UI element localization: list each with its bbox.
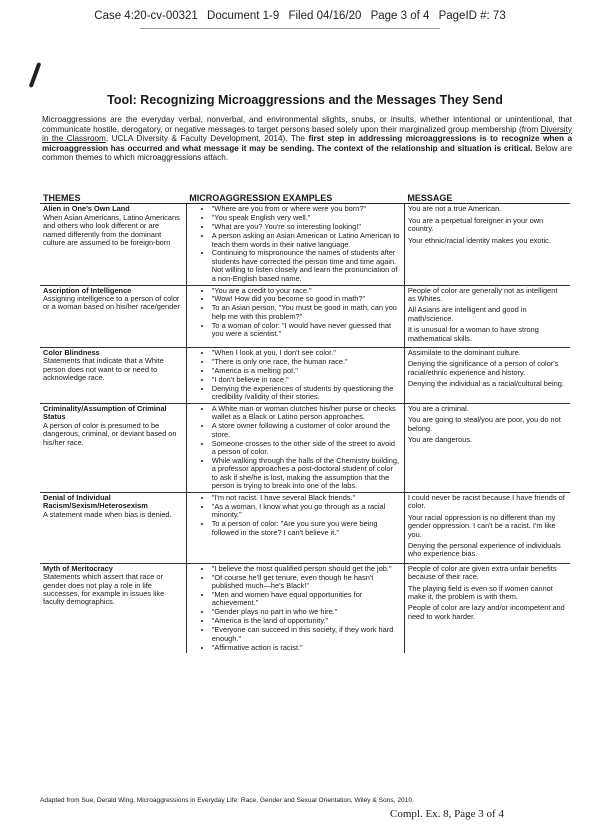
message-text: I could never be racist because I have friends of color. xyxy=(407,493,565,511)
message-cell xyxy=(404,403,570,492)
example-item: • "Wow! How did you become so good in math?" xyxy=(212,295,401,303)
theme-cell xyxy=(40,493,186,564)
page-number: Page 3 of 4 xyxy=(370,10,430,22)
example-item: • "Where are you from or where were you born?" xyxy=(212,205,401,213)
document-title: Tool: Recognizing Microaggressions and the Messages They Send xyxy=(107,93,503,107)
example-item: • "Of course he'll get tenure, even though he hasn't published much—he's Black!" xyxy=(212,574,401,591)
table-body xyxy=(40,204,570,654)
examples-list xyxy=(190,494,401,537)
message-text: You are a perpetual foreigner in your own country. xyxy=(407,215,544,234)
message-text: All Asians are intelligent and good in math/science. xyxy=(407,305,527,323)
example-item: • "Gender plays no part in who we hire." xyxy=(212,608,401,616)
example-item: • A White man or woman clutches his/her purse or checks wallet as a Black or Latino person approaches. xyxy=(212,405,401,422)
theme-cell xyxy=(40,348,186,404)
message-text: You are dangerous. xyxy=(407,435,473,445)
table-row xyxy=(40,403,570,492)
table-row xyxy=(40,493,570,564)
theme-title: Color Blindness xyxy=(43,348,100,357)
examples-cell xyxy=(186,563,404,653)
message-cell xyxy=(404,563,570,653)
message-cell xyxy=(404,493,570,564)
examples-cell xyxy=(186,493,404,564)
examples-cell xyxy=(186,285,404,347)
message-text: The playing field is even so if women cannot make it, the problem is with them. xyxy=(407,583,553,602)
message-text: Denying the significance of a person of color's racial/ethnic experience and history. xyxy=(407,359,559,377)
example-item: • Denying the experiences of students by questioning the credibility /validity of their stories. xyxy=(212,385,401,402)
message-text: People of color are given extra unfair benefits because of their race. xyxy=(407,563,557,582)
example-item: • "You are a credit to your race." xyxy=(212,287,401,295)
example-item: • Continuing to mispronounce the names of students after students have corrected the person time and time again. Not willing to listen closely and learn the pronunciation of a non-English based name. xyxy=(212,249,401,283)
intro-text-1: Microaggressions are the everyday verbal, nonverbal, and environmental slights, snubs, or insults, whether intentional or unintentional, that communicate hostile, derogatory, or negative messages to target persons based solely upon their marginalized group membership (from xyxy=(42,115,572,134)
court-header xyxy=(0,10,600,22)
message-text: People of color are generally not as intelligent as Whites. xyxy=(407,285,558,303)
example-item: • While walking through the halls of the Chemistry building, a professor approaches a post-doctoral student of color to ask if she/he is lost, making the assumption that the person is trying to break into one of the labs. xyxy=(212,457,401,491)
intro-text-2: , UCLA Diversity & Faculty Development, 2014). The xyxy=(105,134,309,144)
exhibit-label: Compl. Ex. 8, Page 3 of 4 xyxy=(390,808,504,820)
message-text: You are a criminal. xyxy=(407,403,469,413)
theme-description: Assigning intelligence to a person of color or a woman based on his/her race/gender xyxy=(43,293,180,312)
theme-title: Denial of Individual Racism/Sexism/Heterosexism xyxy=(43,493,148,511)
source-reference: Diversity in the Classroom xyxy=(42,124,572,144)
theme-title: Alien in One's Own Land xyxy=(43,204,130,214)
theme-title: Ascription of Intelligence xyxy=(43,285,132,295)
example-item: • To a person of color: "Are you sure you were being followed in the store? I can't believe it." xyxy=(212,520,401,537)
table-row xyxy=(40,285,570,347)
message-text: Denying the individual as a racial/cultural being. xyxy=(407,379,564,389)
intro-paragraph xyxy=(42,115,572,163)
table-row xyxy=(40,348,570,404)
theme-description: When Asian Americans, Latino Americans and others who look different or are named differently from the dominant culture are assumed to be foreign-born xyxy=(43,212,180,248)
message-text: Your ethnic/racial identity makes you exotic. xyxy=(407,235,551,245)
examples-cell xyxy=(186,348,404,404)
example-item: • "I'm not racist. I have several Black friends." xyxy=(212,494,401,502)
theme-description: A statement made when bias is denied. xyxy=(43,509,172,519)
example-item: • "You speak English very well." xyxy=(212,214,401,222)
column-header-themes: THEMES xyxy=(40,192,186,204)
example-item: • "As a woman, I know what you go through as a racial minority." xyxy=(212,503,401,520)
examples-cell xyxy=(186,403,404,492)
example-item: • "There is only one race, the human race." xyxy=(212,358,401,366)
examples-list xyxy=(190,287,401,339)
theme-cell xyxy=(40,403,186,492)
example-item: • "When I look at you, I don't see color." xyxy=(212,349,401,357)
message-text: You are not a true American. xyxy=(407,204,502,214)
message-text: It is unusual for a woman to have strong mathematical skills. xyxy=(407,325,539,343)
document-number: Document 1-9 xyxy=(207,10,280,22)
microaggressions-table xyxy=(40,192,570,653)
table-row xyxy=(40,563,570,653)
examples-list xyxy=(190,405,401,491)
example-item: • A person asking an Asian American or Latino American to teach them words in their native language. xyxy=(212,232,401,249)
examples-list xyxy=(190,349,401,401)
theme-cell xyxy=(40,285,186,347)
example-item: • "I don't believe in race." xyxy=(212,376,401,384)
message-text: Assimilate to the dominant culture. xyxy=(407,348,521,357)
examples-list xyxy=(190,565,401,652)
examples-cell xyxy=(186,204,404,285)
example-item: • A store owner following a customer of color around the store. xyxy=(212,422,401,439)
example-item: • "I believe the most qualified person should get the job." xyxy=(212,565,401,573)
theme-description: A person of color is presumed to be dangerous, criminal, or deviant based on his/her race. xyxy=(43,420,177,447)
theme-title: Myth of Meritocracy xyxy=(43,563,113,573)
message-text: Denying the personal experience of individuals who experience bias. xyxy=(407,541,561,559)
theme-title: Criminality/Assumption of Criminal Status xyxy=(43,403,167,422)
column-header-examples: MICROAGGRESSION EXAMPLES xyxy=(186,192,404,204)
example-item: • To an Asian person, "You must be good in math, can you help me with this problem?" xyxy=(212,304,401,321)
example-item: • "What are you? You're so interesting looking!" xyxy=(212,223,401,231)
example-item: • "Affirmative action is racist." xyxy=(212,644,401,652)
example-item: • To a woman of color: "I would have never guessed that you were a scientist." xyxy=(212,322,401,339)
intro-text-3: Below are common themes to which microaggressions attach. xyxy=(42,143,572,163)
message-text: Your racial oppression is no different than my gender oppression. I can't be a racist. I'm like you. xyxy=(407,512,556,539)
header-divider xyxy=(140,28,440,29)
intro-key-statement: first step in addressing microaggressions is to recognize when a microaggression has occurred and what message it may be sending. The context of the relationship and situation is critical. xyxy=(42,134,573,153)
example-item: • "America is the land of opportunity." xyxy=(212,617,401,625)
table-header-row xyxy=(40,192,570,204)
footnote: Adapted from Sue, Derald Wing, Microaggressions in Everyday Life: Race, Gender and Sexual Orientation, Wiley & Sons, 2010. xyxy=(40,797,414,804)
case-number: Case 4:20-cv-00321 xyxy=(94,10,198,22)
column-header-message: MESSAGE xyxy=(404,192,570,204)
example-item: • "Everyone can succeed in this society, if they work hard enough." xyxy=(212,626,401,643)
theme-description: Statements that indicate that a White person does not want to or need to acknowledge race. xyxy=(43,356,164,383)
example-item: • Someone crosses to the other side of the street to avoid a person of color. xyxy=(212,440,401,457)
message-cell xyxy=(404,348,570,404)
example-item: • "America is a melting pot." xyxy=(212,367,401,375)
page-id: PageID #: 73 xyxy=(438,10,506,22)
filed-date: Filed 04/16/20 xyxy=(288,10,362,22)
table-row xyxy=(40,204,570,285)
theme-description: Statements which assert that race or gender does not play a role in life successes, for example in issues like faculty demographics. xyxy=(43,572,165,607)
examples-list xyxy=(190,205,401,283)
message-text: You are going to steal/you are poor, you do not belong. xyxy=(407,415,561,433)
message-cell xyxy=(404,285,570,347)
theme-cell xyxy=(40,204,186,285)
message-cell xyxy=(404,204,570,285)
example-item: • "Men and women have equal opportunities for achievement." xyxy=(212,591,401,608)
theme-cell xyxy=(40,563,186,653)
pen-mark xyxy=(29,62,42,88)
message-text: People of color are lazy and/or incompetent and need to work harder. xyxy=(407,603,565,621)
